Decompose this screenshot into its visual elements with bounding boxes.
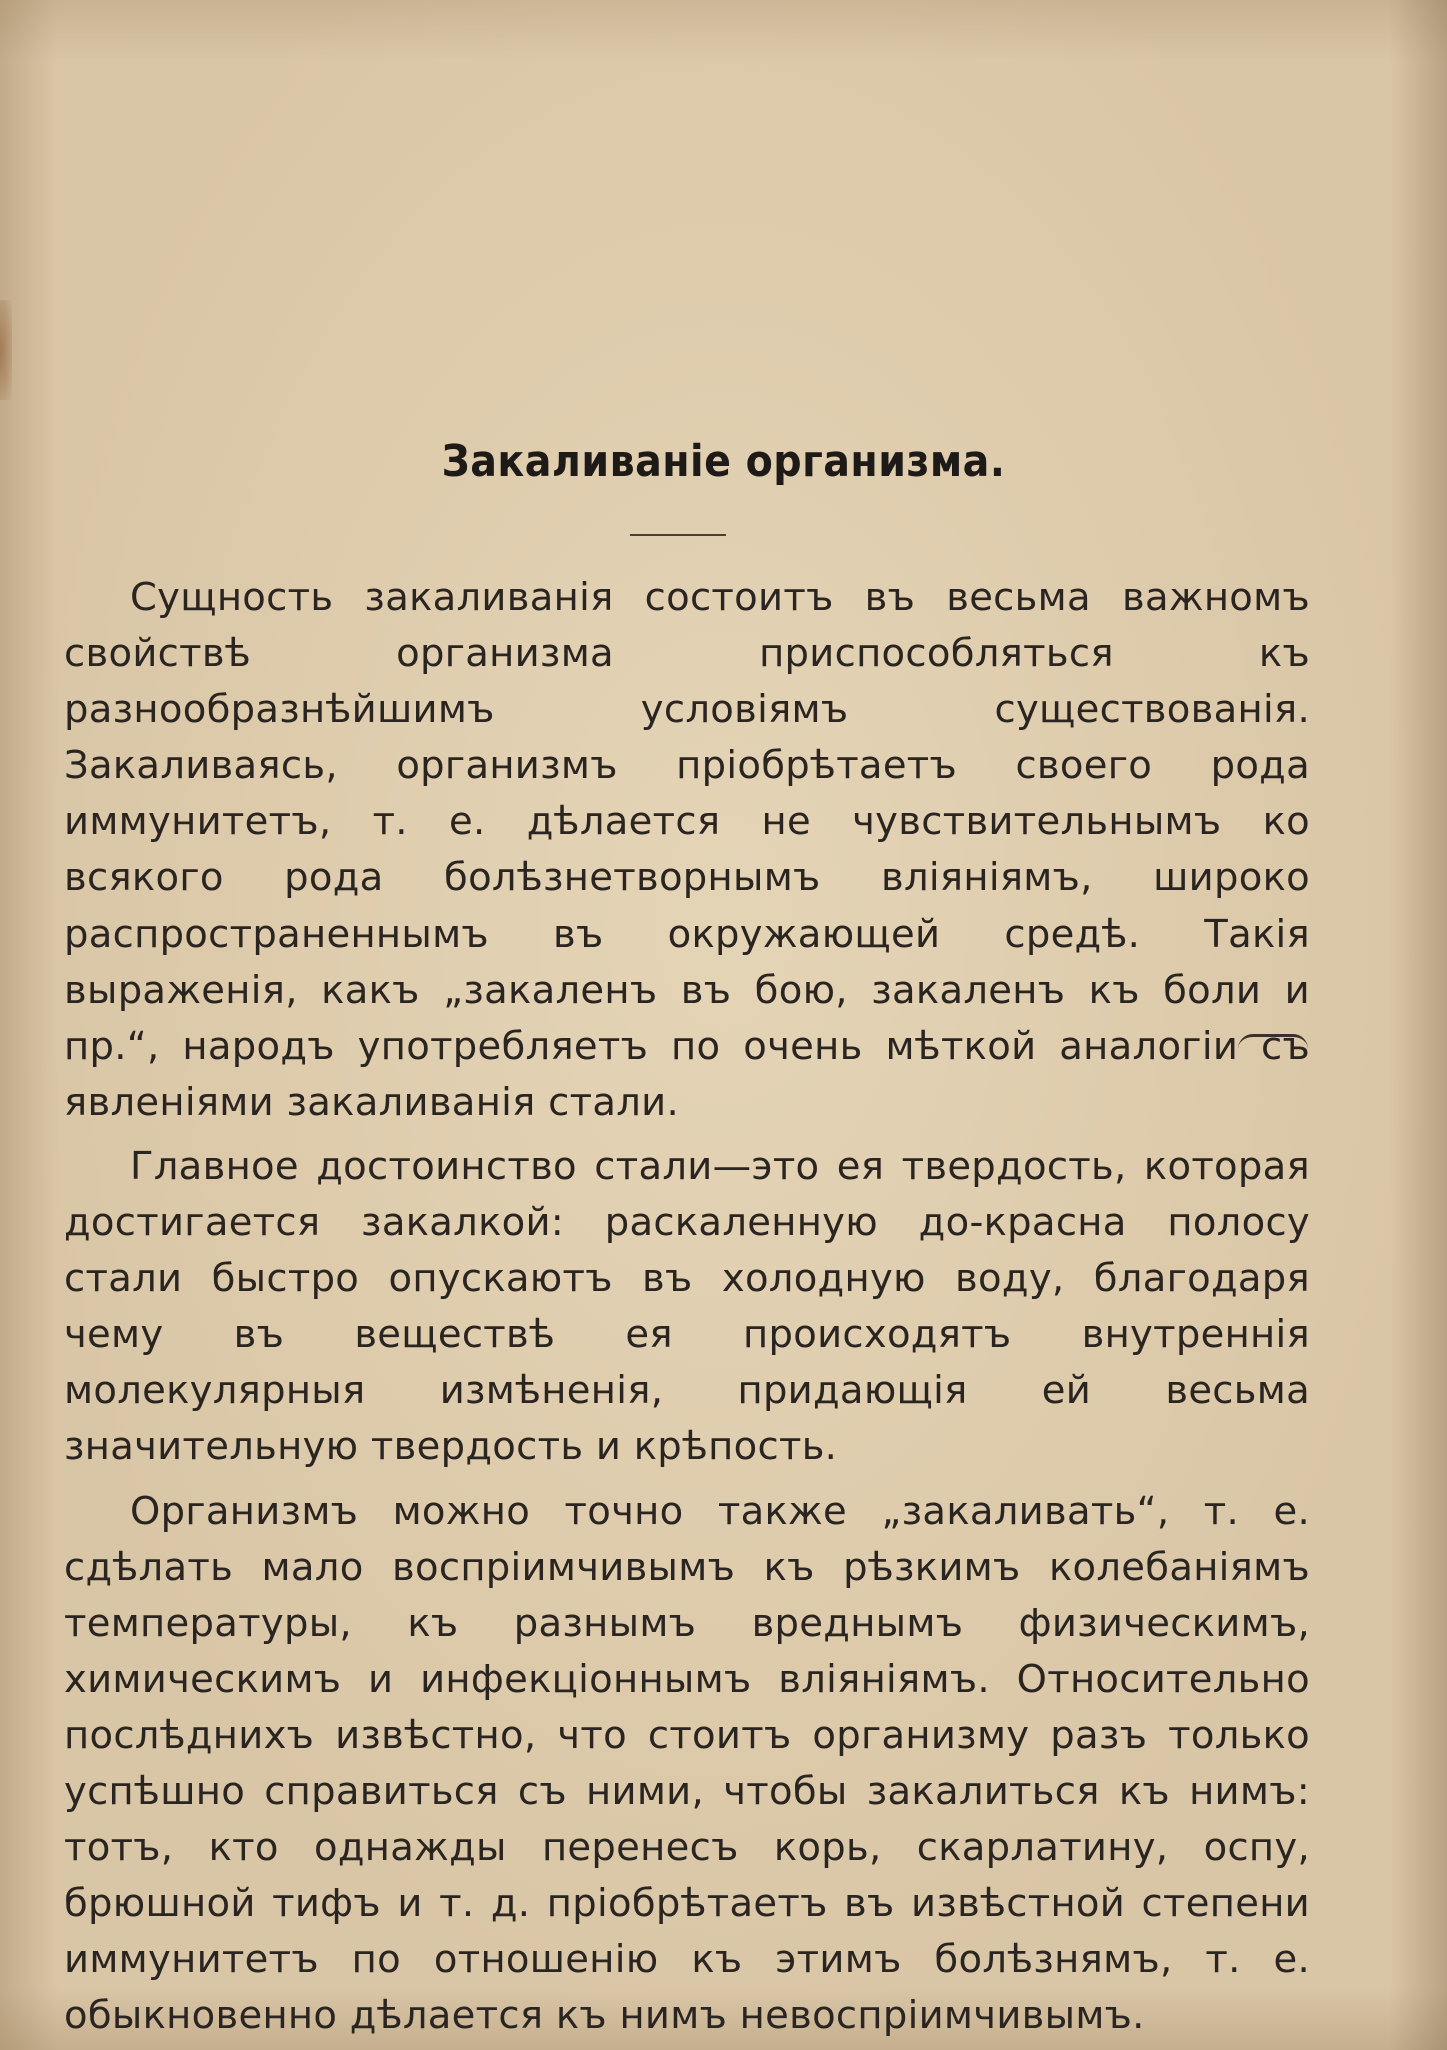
paper-stain [0,300,12,400]
paragraph: Главное достоинство стали—это ея твердость, которая достигается закалкой: раскаленную до-красна полосу стали быстро опускаютъ въ холодную воду, благодаря чему въ веществѣ ея происходятъ внутреннія молекулярныя измѣненія, придающія ей весьма значительную твердость и крѣпость. [64,1143,1310,1470]
pencil-mark [1238,1034,1308,1049]
page-title: Закаливаніе организма. [441,436,1006,487]
paragraph: Организмъ можно точно также „закаливать“, т. е. сдѣлать мало воспріимчивымъ къ рѣзкимъ колебаніямъ температуры, къ разнымъ вреднымъ физическимъ, химическимъ и инфекціоннымъ вліяніямъ. Относительно послѣднихъ извѣстно, что стоитъ организму разъ только успѣшно справиться съ ними, чтобы закалиться къ нимъ: тотъ, кто однажды перенесъ корь, скарлатину, оспу, брюшной тифъ и т. д. пріобрѣтаетъ въ извѣстной степени иммунитетъ по отношенію къ этимъ болѣзнямъ, т. е. обыкновенно дѣлается къ нимъ невоспріимчивымъ. [64,1488,1310,2039]
article-body [64,570,1310,2044]
title-divider [630,534,726,536]
paragraph: Сущность закаливанія состоитъ въ весьма важномъ свойствѣ организма приспособляться къ разнообразнѣйшимъ условіямъ существованія. Закаливаясь, организмъ пріобрѣтаетъ своего рода иммунитетъ, т. е. дѣлается не чувствительнымъ ко всякого рода болѣзнетворнымъ вліяніямъ, широко распространеннымъ въ окружающей средѣ. Такія выраженія, какъ „закаленъ въ бою, закаленъ къ боли и пр.“, народъ употребляетъ по очень мѣткой аналогіи съ явленіями закаливанія стали. [64,575,1310,1125]
